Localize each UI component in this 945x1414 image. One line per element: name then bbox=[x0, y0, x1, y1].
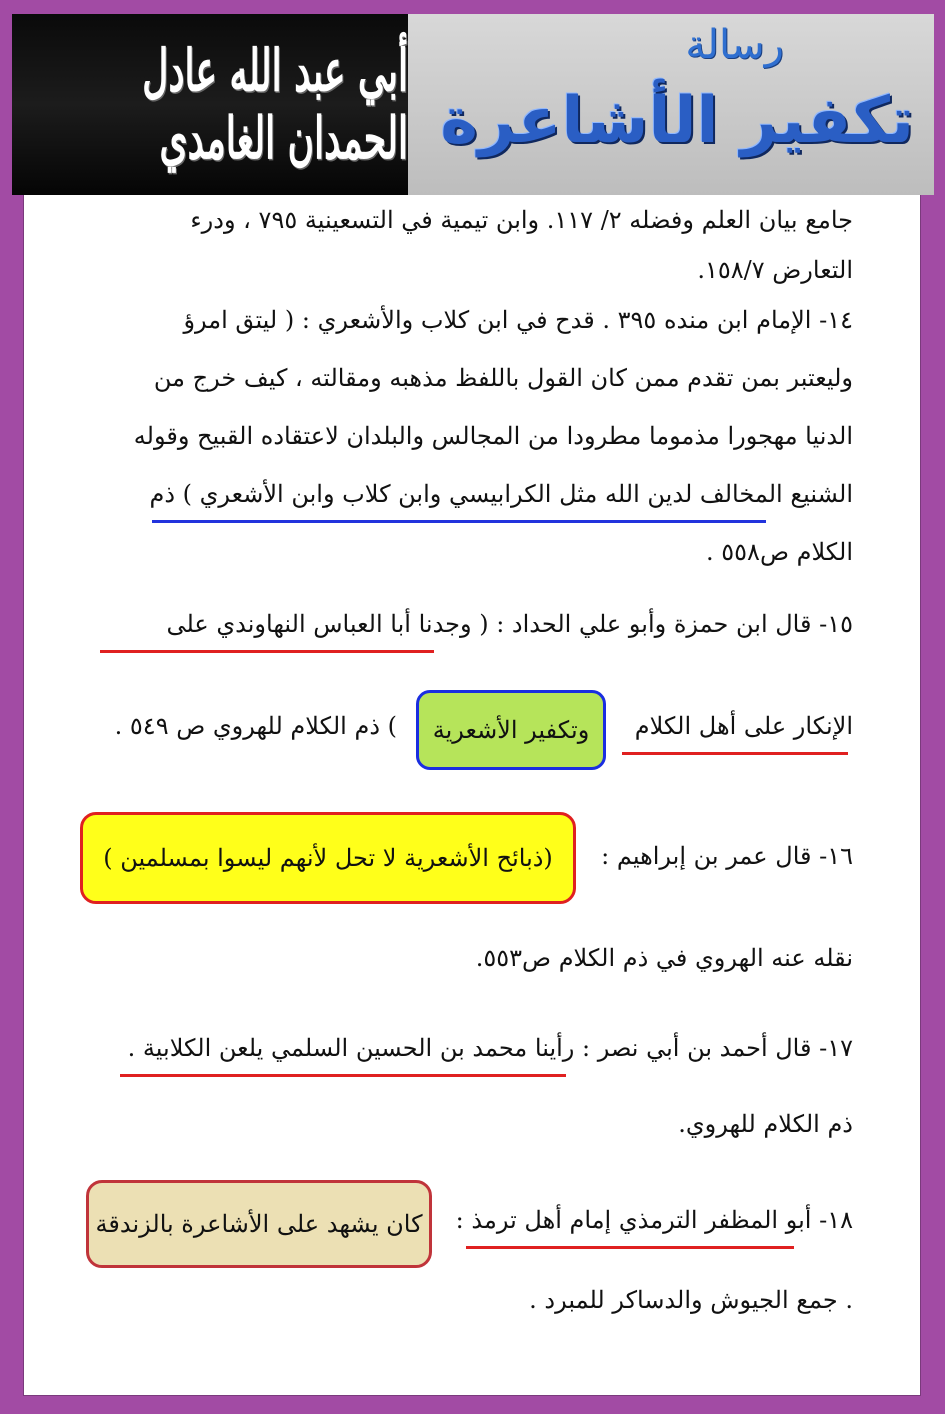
title-label: رسالة bbox=[685, 22, 784, 68]
text-line: الشنيع المخالف لدين الله مثل الكرابيسي وابن كلاب وابن الأشعري ) ذم bbox=[149, 480, 853, 508]
text-line-part: ) ذم الكلام للهروي ص ٥٤٩ . bbox=[114, 712, 397, 740]
red-underline bbox=[466, 1246, 794, 1249]
text-line: الدنيا مهجورا مذموما مطرودا من المجالس والبلدان لاعتقاده القبيح وقوله bbox=[133, 422, 853, 450]
highlight-text: وتكفير الأشعرية bbox=[432, 716, 590, 744]
text-line: وليعتبر بمن تقدم ممن كان القول باللفظ مذهبه ومقالته ، كيف خرج من bbox=[153, 364, 853, 392]
document-title: تكفير الأشاعرة bbox=[440, 84, 914, 158]
author-name: أبي عبد الله عادل الحمدان الغامدي bbox=[142, 37, 408, 172]
red-underline bbox=[100, 650, 434, 653]
text-line: الكلام ص٥٥٨ . bbox=[706, 538, 853, 566]
text-line-part: ١٦- قال عمر بن إبراهيم : bbox=[601, 842, 853, 870]
red-underline bbox=[622, 752, 848, 755]
text-line: جامع بيان العلم وفضله ٢/ ١١٧. وابن تيمية في التسعينية ٧٩٥ ، ودرء bbox=[190, 206, 853, 234]
text-line-part: ١٨- أبو المظفر الترمذي إمام أهل ترمذ : bbox=[455, 1206, 853, 1234]
title-panel bbox=[408, 14, 934, 195]
text-line: ذم الكلام للهروي. bbox=[678, 1110, 853, 1138]
text-line: ١٤- الإمام ابن منده ٣٩٥ . قدح في ابن كلاب والأشعري : ( ليتق امرؤ bbox=[183, 306, 853, 334]
highlight-text: (ذبائح الأشعرية لا تحل لأنهم ليسوا بمسلمين ) bbox=[103, 844, 553, 872]
red-underline bbox=[120, 1074, 566, 1077]
text-line: التعارض ١٥٨/٧. bbox=[697, 256, 853, 284]
highlight-box-yellow bbox=[80, 812, 576, 904]
author-calligraphy bbox=[12, 14, 408, 195]
text-line-part: الإنكار على أهل الكلام bbox=[634, 712, 853, 740]
highlight-box-green bbox=[416, 690, 606, 770]
text-line: ١٧- قال أحمد بن أبي نصر : رأينا محمد بن الحسين السلمي يلعن الكلابية . bbox=[127, 1034, 853, 1062]
title-banner bbox=[12, 14, 934, 195]
highlight-text: كان يشهد على الأشاعرة بالزندقة bbox=[95, 1210, 423, 1238]
text-line: . جمع الجيوش والدساكر للمبرد . bbox=[529, 1286, 853, 1314]
text-line: ١٥- قال ابن حمزة وأبو علي الحداد : ( وجدنا أبا العباس النهاوندي على bbox=[166, 610, 853, 638]
highlight-box-beige bbox=[86, 1180, 432, 1268]
blue-underline bbox=[152, 520, 766, 523]
text-line: نقله عنه الهروي في ذم الكلام ص٥٥٣. bbox=[475, 944, 853, 972]
